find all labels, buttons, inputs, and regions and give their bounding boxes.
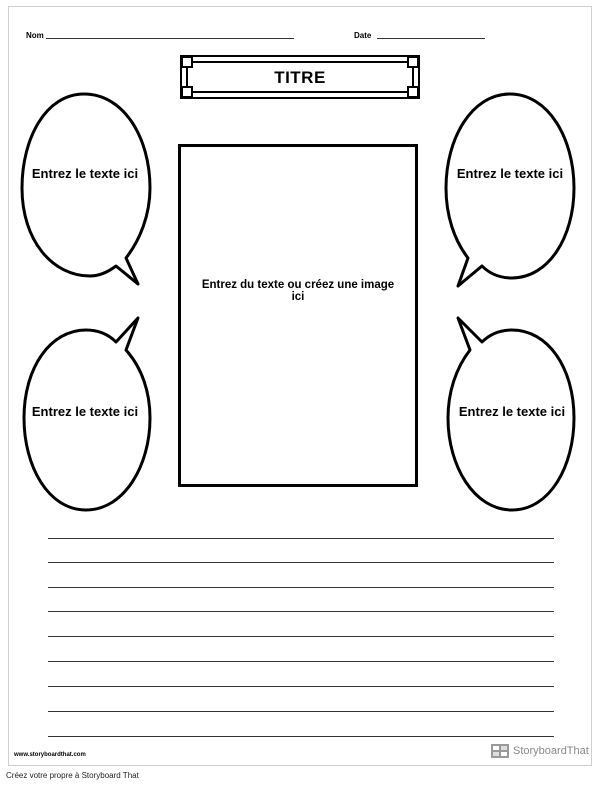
writing-line[interactable] <box>48 611 554 612</box>
page-title: TITRE <box>274 68 326 87</box>
storyboard-icon <box>491 744 509 758</box>
writing-line[interactable] <box>48 538 554 539</box>
storyboardthat-logo <box>491 743 587 759</box>
center-image-box[interactable] <box>178 144 418 487</box>
writing-line[interactable] <box>48 736 554 737</box>
writing-line[interactable] <box>48 636 554 637</box>
writing-line[interactable] <box>48 562 554 563</box>
speech-bubble-text-top-left[interactable]: Entrez le texte ici <box>31 166 139 181</box>
footer-credit[interactable]: Créez votre propre à Storyboard That <box>6 771 139 780</box>
brand-name: StoryboardThat <box>513 745 589 757</box>
date-label: Date <box>354 31 372 40</box>
writing-line[interactable] <box>48 661 554 662</box>
site-url[interactable]: www.storyboardthat.com <box>14 752 86 758</box>
writing-line[interactable] <box>48 711 554 712</box>
speech-bubble-top-right <box>446 94 574 286</box>
writing-line[interactable] <box>48 587 554 588</box>
name-label: Nom <box>26 31 44 40</box>
speech-bubble-text-bottom-left[interactable]: Entrez le texte ici <box>31 404 139 419</box>
center-box-text: Entrez du texte ou créez une image ici <box>201 279 395 303</box>
speech-bubble-text-top-right[interactable]: Entrez le texte ici <box>456 166 564 181</box>
writing-line[interactable] <box>48 686 554 687</box>
speech-bubble-text-bottom-right[interactable]: Entrez le texte ici <box>458 404 566 419</box>
speech-bubble-top-left <box>22 94 150 284</box>
